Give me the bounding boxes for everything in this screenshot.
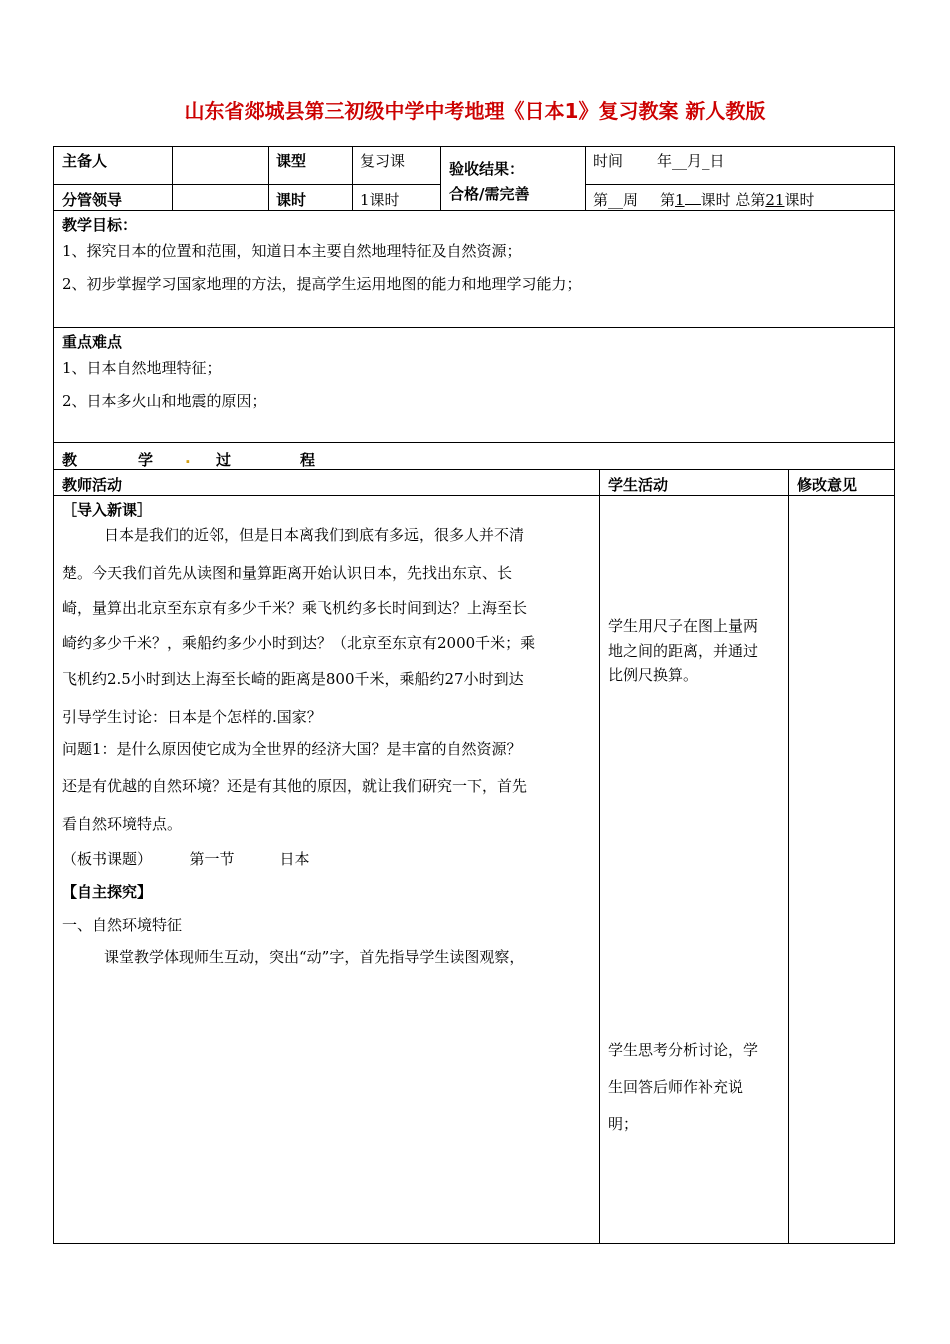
student-activity-line: 学生思考分析讨论，学	[608, 1041, 759, 1059]
student-activity-line: 学生用尺子在图上量两	[608, 617, 759, 635]
time-label: 时间	[593, 152, 624, 170]
preparer-label: 主备人	[62, 152, 108, 170]
intro-heading: ［导入新课］	[62, 501, 153, 519]
week-text: 第__周	[593, 191, 639, 209]
teacher-line: 日本是我们的近邻，但是日本离我们到底有多远，很多人并不清	[104, 526, 525, 544]
teacher-line: 楚。今天我们首先从读图和量算距离开始认识日本，先找出东京、长	[62, 564, 513, 582]
teacher-line: 还是有优越的自然环境？还是有其他的原因，就让我们研究一下，首先	[62, 777, 528, 795]
teacher-line: 飞机约2.5小时到达上海至长崎的距离是800千米，乘船约27小时到达	[62, 670, 524, 688]
key-point-item: 2、日本多火山和地震的原因；	[62, 392, 267, 410]
key-point-item: 1、日本自然地理特征；	[62, 359, 222, 377]
time-value: 年__月_日	[657, 152, 725, 170]
teacher-activity-header: 教师活动	[62, 476, 123, 494]
course-type-value: 复习课	[360, 152, 406, 170]
hours-label: 课时	[276, 191, 307, 209]
goals-label: 教学目标：	[62, 216, 138, 234]
teacher-line: 看自然环境特点。	[62, 815, 183, 833]
teacher-line: 引导学生讨论：日本是个怎样的.国家？	[62, 708, 322, 726]
explore-heading: 【自主探究】	[62, 883, 153, 901]
student-activity-line: 地之间的距离，并通过	[608, 642, 759, 660]
process-char: 过	[216, 451, 232, 469]
hours-value: 1课时	[360, 191, 400, 209]
section-title: 一、自然环境特征	[62, 916, 183, 934]
key-points-label: 重点难点	[62, 333, 123, 351]
teacher-line: （板书课题） 第一节 日本	[62, 850, 310, 868]
teacher-line: 课堂教学体现师生互动，突出“动”字，首先指导学生读图观察，	[104, 948, 525, 966]
process-char: 学	[138, 451, 154, 469]
course-type-label: 课型	[276, 152, 307, 170]
process-char: 教	[62, 451, 78, 469]
process-char: .	[185, 449, 191, 467]
revision-header: 修改意见	[797, 476, 858, 494]
student-activity-line: 比例尺换算。	[608, 666, 699, 684]
page-title: 山东省郯城县第三初级中学中考地理《日本1》复习教案 新人教版	[184, 99, 766, 123]
goal-item: 1、探究日本的位置和范围，知道日本主要自然地理特征及自然资源；	[62, 242, 522, 260]
teacher-line: 崎约多少千米？，乘船约多少小时到达？（北京至东京有2000千米；乘	[62, 634, 536, 652]
acceptance-value: 合格/需完善	[449, 185, 530, 203]
student-activity-header: 学生活动	[608, 476, 669, 494]
student-activity-line: 生回答后师作补充说	[608, 1078, 744, 1096]
lesson-count: 第1 课时 总第21课时	[660, 191, 815, 209]
leader-label: 分管领导	[62, 191, 123, 209]
process-char: 程	[300, 451, 316, 469]
student-activity-line: 明；	[608, 1115, 639, 1133]
teacher-line: 问题1：是什么原因使它成为全世界的经济大国？是丰富的自然资源？	[62, 740, 522, 758]
teacher-line: 崎，量算出北京至东京有多少千米？乘飞机约多长时间到达？上海至长	[62, 599, 528, 617]
goal-item: 2、初步掌握学习国家地理的方法，提高学生运用地图的能力和地理学习能力；	[62, 275, 582, 293]
acceptance-label: 验收结果：	[449, 160, 525, 178]
